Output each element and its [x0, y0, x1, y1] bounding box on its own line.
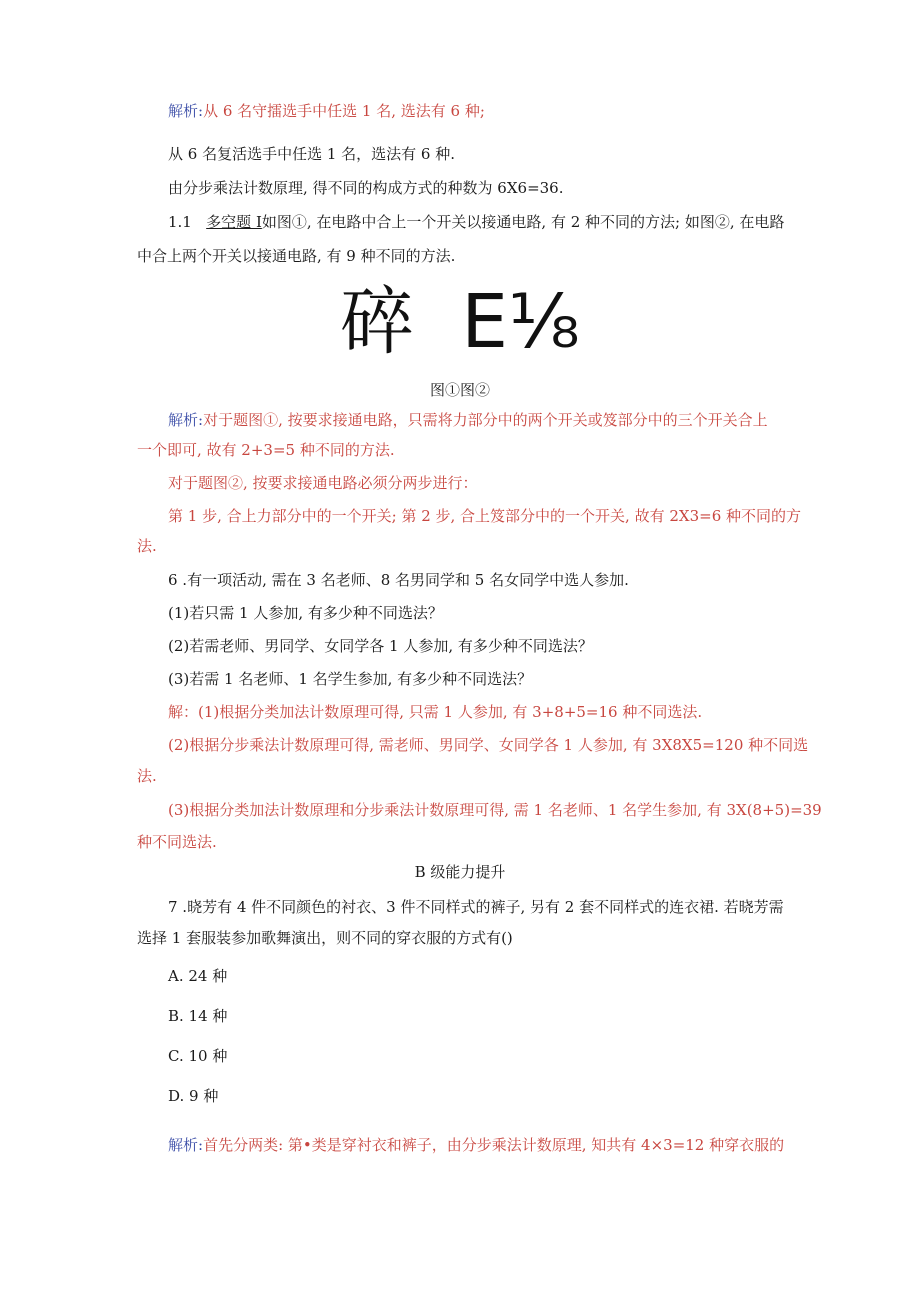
analysis-text: 首先分两类: 第•类是穿衬衣和裤子，由分步乘法计数原理, 知共有 4×3=12 种穿衣服的: [203, 1136, 785, 1154]
analysis-line: [168, 1135, 784, 1155]
analysis-text: 第 1 步, 合上力部分中的一个开关; 第 2 步, 合上笈部分中的一个开关, 故有 2X3=6 种不同的方: [168, 507, 802, 525]
circuit-figure: [0, 279, 920, 365]
question-6-part-2: (2)若需老师、男同学、女同学各 1 人参加, 有多少种不同选法？: [168, 637, 593, 655]
figure-right-glyph: E⅛: [461, 279, 580, 365]
question-5-line-2: 中合上两个开关以接通电路, 有 9 种不同的方法.: [137, 247, 456, 265]
analysis-text: 从 6 名守擂选手中任选 1 名, 选法有 6 种;: [203, 102, 485, 120]
figure-caption: 图①图②: [429, 381, 490, 399]
analysis-label: 解析:: [168, 1136, 204, 1154]
question-7-line-2: 选择 1 套服装参加歌舞演出，则不同的穿衣服的方式有(): [137, 929, 513, 947]
analysis-text: 对于题图②, 按要求接通电路必须分两步进行：: [168, 474, 478, 492]
option-d: D. 9 种: [168, 1087, 219, 1105]
figure-left-glyph: 碎: [340, 279, 415, 365]
option-a: A. 24 种: [168, 967, 228, 985]
answer-6-part-3: (3)根据分类加法计数原理和分步乘法计数原理可得, 需 1 名老师、1 名学生参加, 有 3X(8+5)=39: [168, 801, 822, 819]
answer-6-part-2: (2)根据分步乘法计数原理可得, 需老师、男同学、女同学各 1 人参加, 有 3X8X5=120 种不同选: [168, 736, 809, 754]
analysis-label: 解析:: [168, 102, 204, 120]
answer-6-part-3-cont: 种不同选法.: [137, 833, 217, 851]
option-c: C. 10 种: [168, 1047, 228, 1065]
analysis-line: [168, 410, 768, 430]
question-text: 如图①, 在电路中合上一个开关以接通电路, 有 2 种不同的方法; 如图②, 在电路: [261, 213, 785, 231]
question-tag: 多空题 I: [206, 213, 262, 231]
analysis-text: 对于题图①, 按要求接通电路，只需将力部分中的两个开关或笈部分中的三个开关合上: [203, 411, 768, 429]
text-line: 由分步乘法计数原理, 得不同的构成方式的种数为 6X6=36.: [168, 179, 564, 197]
analysis-text: 一个即可, 故有 2+3=5 种不同的方法.: [137, 441, 395, 459]
question-6-part-3: (3)若需 1 名老师、1 名学生参加, 有多少种不同选法？: [168, 670, 533, 688]
question-6-title: 6 .有一项活动, 需在 3 名老师、8 名男同学和 5 名女同学中选人参加.: [168, 571, 629, 589]
question-6-part-1: (1)若只需 1 人参加, 有多少种不同选法？: [168, 604, 443, 622]
question-number: 1.1: [168, 213, 192, 231]
analysis-line: [168, 101, 485, 121]
answer-6-part-2-cont: 法.: [137, 767, 157, 785]
analysis-text: 法.: [137, 537, 157, 555]
option-b: B. 14 种: [168, 1007, 228, 1025]
text-line: 从 6 名复活选手中任选 1 名，选法有 6 种.: [168, 145, 456, 163]
section-heading: B 级能力提升: [414, 863, 506, 881]
question-5-line-1: [168, 212, 784, 232]
analysis-label: 解析:: [168, 411, 204, 429]
question-7-line-1: 7 .晓芳有 4 件不同颜色的衬衣、3 件不同样式的裤子, 另有 2 套不同样式的连衣裙. 若晓芳需: [168, 898, 784, 916]
answer-6-part-1: 解：(1)根据分类加法计数原理可得, 只需 1 人参加, 有 3+8+5=16 种不同选法.: [168, 703, 703, 721]
